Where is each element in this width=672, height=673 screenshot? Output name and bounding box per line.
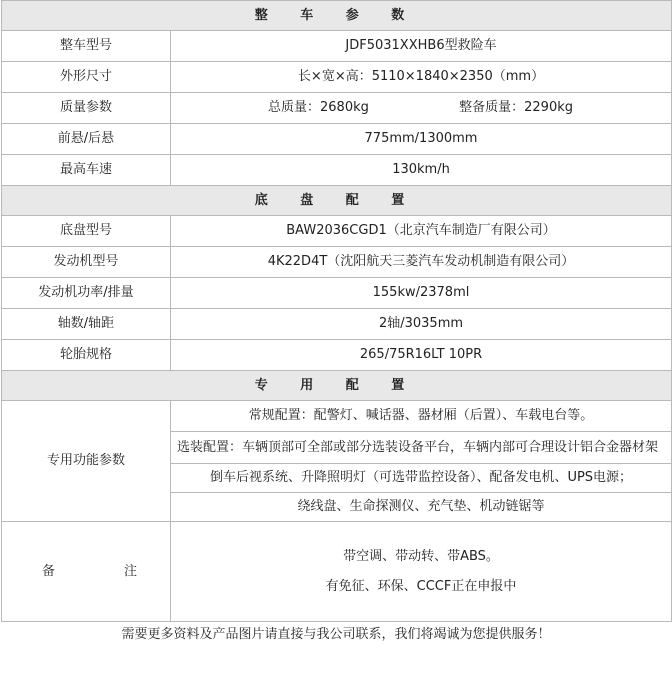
- row-value: 4K22D4T（沈阳航天三菱汽车发动机制造有限公司）: [171, 247, 672, 278]
- mass-value: [171, 93, 672, 124]
- remarks-label-b: 注: [124, 563, 138, 579]
- section-header-chassis: 底 盘 配 置: [2, 186, 672, 216]
- special-line: 绕线盘、生命探测仪、充气垫、机动链锯等: [171, 493, 672, 522]
- table-row: [2, 124, 672, 155]
- special-line: 常规配置：配警灯、喊话器、器材厢（后置）、车载电台等。: [171, 401, 672, 432]
- section-header-vehicle: 整 车 参 数: [2, 1, 672, 31]
- row-label: 轴数/轴距: [2, 309, 171, 340]
- section-header-special: 专 用 配 置: [2, 371, 672, 401]
- table-row: [2, 31, 672, 62]
- table-row: [2, 216, 672, 247]
- row-value: 155kw/2378ml: [171, 278, 672, 309]
- row-label: 最高车速: [2, 155, 171, 186]
- special-line: 倒车后视系统、升降照明灯（可选带监控设备）、配备发电机、UPS电源；: [171, 464, 672, 493]
- table-row: [2, 155, 672, 186]
- spec-table: [1, 0, 672, 622]
- special-function-label: 专用功能参数: [2, 401, 171, 522]
- remarks-value: [171, 522, 672, 622]
- row-label: 整车型号: [2, 31, 171, 62]
- row-label: 底盘型号: [2, 216, 171, 247]
- row-label: 轮胎规格: [2, 340, 171, 371]
- row-value: 2轴/3035mm: [171, 309, 672, 340]
- table-row: [2, 62, 672, 93]
- row-label: 前悬/后悬: [2, 124, 171, 155]
- remark-line: 有免征、环保、CCCF正在申报中: [325, 578, 517, 594]
- special-line: 选装配置：车辆顶部可全部或部分选装设备平台，车辆内部可合理设计铝合金器材架: [171, 432, 672, 464]
- table-row: [2, 340, 672, 371]
- row-value: 265/75R16LT 10PR: [171, 340, 672, 371]
- row-value: 775mm/1300mm: [171, 124, 672, 155]
- table-row: [2, 278, 672, 309]
- curb-mass: 整备质量：2290kg: [459, 100, 574, 115]
- row-label: 质量参数: [2, 93, 171, 124]
- table-row: [2, 247, 672, 278]
- footer-contact-note: 需要更多资料及产品图片请直接与我公司联系，我们将竭诚为您提供服务！: [121, 627, 551, 642]
- row-value: JDF5031XXHB6型救险车: [171, 31, 672, 62]
- table-row: [2, 93, 672, 124]
- total-mass: 总质量：2680kg: [268, 100, 369, 115]
- remarks-label: [2, 522, 171, 622]
- remark-line: 带空调、带动转、带ABS。: [343, 548, 499, 564]
- row-value: BAW2036CGD1（北京汽车制造厂有限公司）: [171, 216, 672, 247]
- row-label: 发动机功率/排量: [2, 278, 171, 309]
- row-value: 130km/h: [171, 155, 672, 186]
- row-label: 外形尺寸: [2, 62, 171, 93]
- table-row: [2, 309, 672, 340]
- row-label: 发动机型号: [2, 247, 171, 278]
- remarks-label-a: 备: [42, 563, 56, 579]
- row-value: 长×宽×高：5110×1840×2350（mm）: [171, 62, 672, 93]
